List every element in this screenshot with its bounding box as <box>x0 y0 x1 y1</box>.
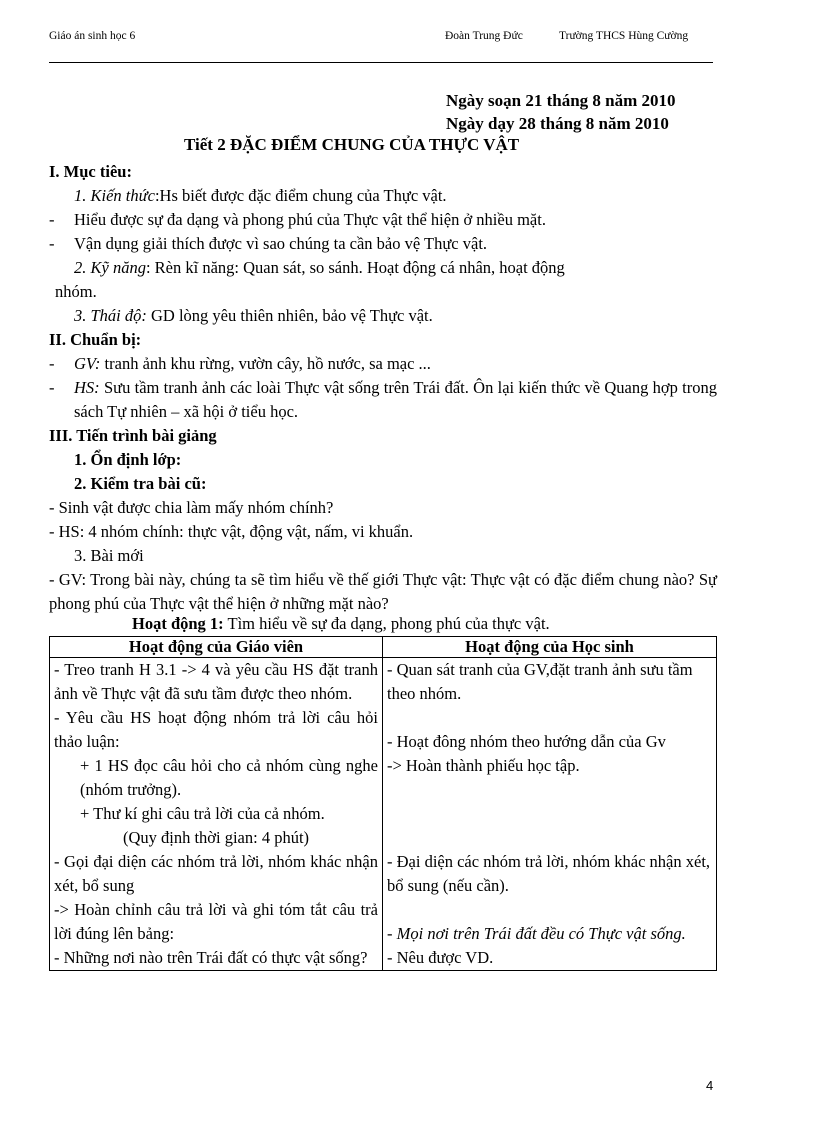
knowledge-label: 1. Kiến thức <box>74 186 155 205</box>
step-3: 3. Bài mới <box>74 546 144 565</box>
prep-hs: - HS: Sưu tầm tranh ảnh các loài Thực vật sống trên Trái đất. Ôn lại kiến thức về Quang hợp trong sách Tự nhiên – xã hội ở tiểu học. <box>49 378 717 421</box>
lesson-body <box>49 160 717 616</box>
review-question: - Sinh vật được chia làm mấy nhóm chính? <box>49 498 334 517</box>
hs-label: HS: <box>74 378 100 397</box>
prep-gv: - GV: tranh ảnh khu rừng, vườn cây, hồ nước, sa mạc ... <box>49 354 431 373</box>
skill-cont: nhóm. <box>55 282 97 301</box>
student-item: -> Hoàn thành phiếu học tập. <box>387 756 580 775</box>
lesson-intro: - GV: Trong bài này, chúng ta sẽ tìm hiểu về thế giới Thực vật: Thực vật có đặc điểm chung nào? Sự phong phú của Thực vật thể hiện ở những mặt nào? <box>49 570 717 613</box>
teacher-cell <box>50 658 383 971</box>
objective-bullet: - Hiểu được sự đa dạng và phong phú của Thực vật thể hiện ở nhiều mặt. <box>49 208 717 232</box>
section2-heading: II. Chuẩn bị: <box>49 330 142 349</box>
activity-table <box>49 636 717 971</box>
teacher-item: - Yêu cầu HS hoạt động nhóm trả lời câu hỏi thảo luận: <box>54 708 378 751</box>
knowledge-line <box>49 184 717 208</box>
student-item: - Nêu được VD. <box>387 948 494 967</box>
teacher-item: - Gọi đại diện các nhóm trả lời, nhóm khác nhận xét, bổ sung <box>54 852 378 895</box>
gv-text: tranh ảnh khu rừng, vườn cây, hồ nước, sa mạc ... <box>100 354 431 373</box>
activity1-text: Tìm hiểu về sự đa dạng, phong phú của thực vật. <box>223 614 550 633</box>
teacher-item: + Thư kí ghi câu trả lời của cả nhóm. <box>80 804 325 823</box>
teacher-item: -> Hoàn chỉnh câu trả lời và ghi tóm tắt câu trả lời đúng lên bảng: <box>54 900 378 943</box>
header-author: Đoàn Trung Đức <box>445 30 523 42</box>
teacher-item: - Những nơi nào trên Trái đất có thực vật sống? <box>54 948 368 967</box>
student-item: - Đại diện các nhóm trả lời, nhóm khác nhận xét, bổ sung (nếu cần). <box>387 852 711 895</box>
activity1-heading <box>132 614 550 634</box>
gv-label: GV: <box>74 354 101 373</box>
knowledge-text: :Hs biết được đặc điểm chung của Thực vật. <box>154 186 447 205</box>
lesson-title: Tiết 2 ĐẶC ĐIỂM CHUNG CỦA THỰC VẬT <box>184 135 520 154</box>
step-1: 1. Ổn định lớp: <box>74 450 182 469</box>
section1-heading: I. Mục tiêu: <box>49 162 132 181</box>
attitude-text: GD lòng yêu thiên nhiên, bảo vệ Thực vật. <box>146 306 433 325</box>
attitude-line <box>49 304 717 328</box>
dates-block <box>446 89 676 135</box>
student-item: - Mọi nơi trên Trái đất đều có Thực vật sống. <box>387 924 686 943</box>
section3-heading: III. Tiến trình bài giảng <box>49 426 217 445</box>
student-item: - Hoạt đông nhóm theo hướng dẫn của Gv <box>387 732 666 751</box>
skill-text: : Rèn kĩ năng: Quan sát, so sánh. Hoạt động cá nhân, hoạt động <box>145 258 565 277</box>
review-answer: - HS: 4 nhóm chính: thực vật, động vật, nấm, vi khuẩn. <box>49 522 414 541</box>
date-taught: Ngày dạy 28 tháng 8 năm 2010 <box>446 114 669 133</box>
student-cell <box>383 658 717 971</box>
header-subject: Giáo án sinh học 6 <box>49 30 136 42</box>
col-teacher-header: Hoạt động của Giáo viên <box>50 637 383 658</box>
date-prepared: Ngày soạn 21 tháng 8 năm 2010 <box>446 91 676 110</box>
table-row <box>50 658 717 971</box>
header-school: Trường THCS Hùng Cường <box>559 30 689 42</box>
teacher-item: - Treo tranh H 3.1 -> 4 và yêu cầu HS đặt tranh ảnh về Thực vật đã sưu tầm được theo nhóm. <box>54 660 378 703</box>
step-2: 2. Kiểm tra bài cũ: <box>74 474 207 493</box>
teacher-item: (Quy định thời gian: 4 phút) <box>122 828 310 847</box>
bullet-text: Vận dụng giải thích được vì sao chúng ta cần bảo vệ Thực vật. <box>74 234 488 253</box>
hs-text: Sưu tầm tranh ảnh các loài Thực vật sống trên Trái đất. Ôn lại kiến thức về Quang hợp trong sách Tự nhiên – xã hội ở tiểu học. <box>74 378 717 421</box>
bullet-text: Hiểu được sự đa dạng và phong phú của Thực vật thể hiện ở nhiều mặt. <box>74 210 546 229</box>
teacher-item: + 1 HS đọc câu hỏi cho cả nhóm cùng nghe (nhóm trưởng). <box>80 756 378 799</box>
activity1-label: Hoạt động 1: <box>132 614 224 633</box>
page-number: 4 <box>706 1078 714 1093</box>
objective-bullet: - Vận dụng giải thích được vì sao chúng ta cần bảo vệ Thực vật. <box>49 232 717 256</box>
student-item: - Quan sát tranh của GV,đặt tranh ảnh sưu tầm theo nhóm. <box>387 660 693 703</box>
attitude-label: 3. Thái độ: <box>74 306 147 325</box>
header-rule <box>49 62 713 63</box>
skill-line <box>49 256 717 280</box>
skill-label: 2. Kỹ năng <box>74 258 146 277</box>
table-header-row <box>50 637 717 658</box>
col-student-header: Hoạt động của Học sinh <box>383 637 717 658</box>
